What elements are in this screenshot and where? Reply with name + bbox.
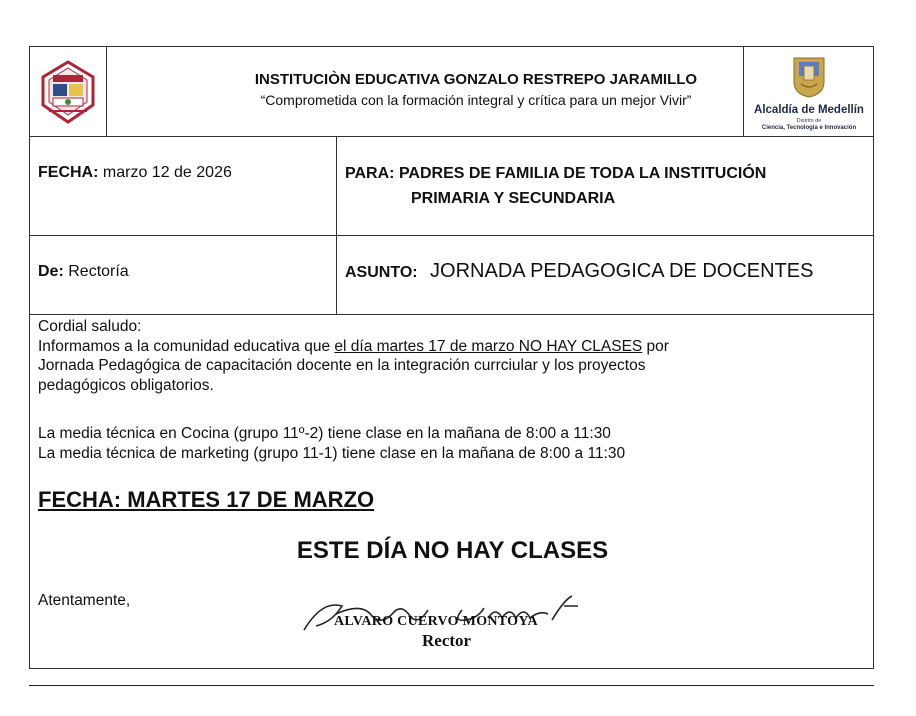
asunto-label: ASUNTO: xyxy=(345,264,418,281)
no-classes-notice: ESTE DÍA NO HAY CLASES xyxy=(296,537,609,564)
school-name: INSTITUCIÒN EDUCATIVA GONZALO RESTREPO JARAMILLO xyxy=(254,71,698,88)
signer-role: Rector xyxy=(422,631,472,650)
de-value: Rectoría xyxy=(68,263,129,280)
intro-line3: pedagógicos obligatorios. xyxy=(38,376,214,394)
intro-line2: Jornada Pedagógica de capacitación docente en la integración currciular y los proyectos xyxy=(38,357,646,374)
de-field xyxy=(38,263,129,281)
intro-pre: Informamos a la comunidad educativa que xyxy=(38,337,335,355)
marketing-line: La media técnica de marketing (grupo 11-1) tiene clase en la mañana de 8:00 a 11:30 xyxy=(38,444,626,462)
asunto-value: JORNADA PEDAGOGICA DE DOCENTES xyxy=(430,260,814,282)
footer-rule xyxy=(29,685,874,686)
divider-row1 xyxy=(30,235,873,236)
divider-row2 xyxy=(30,314,873,315)
memo-body xyxy=(38,317,868,395)
intro-post: por xyxy=(642,337,669,355)
divider-logo-left xyxy=(106,47,107,136)
memo-frame xyxy=(29,46,874,669)
alcaldia-logo xyxy=(746,52,872,134)
fecha-label: FECHA: xyxy=(38,164,99,181)
divider-fields xyxy=(336,136,337,314)
divider-header xyxy=(30,136,873,137)
signer-name: ALVARO CUERVO MONTOYA xyxy=(334,614,538,629)
para-field xyxy=(345,161,766,186)
closing: Atentamente, xyxy=(38,592,131,609)
media-tecnica-block xyxy=(38,424,868,463)
school-shield-logo-icon xyxy=(35,59,101,125)
alcaldia-emblem-icon xyxy=(791,54,827,98)
para-value-line2: PRIMARIA Y SECUNDARIA xyxy=(411,190,616,207)
greeting: Cordial saludo: xyxy=(38,318,142,335)
fecha-field xyxy=(38,164,232,182)
alcaldia-line2: Ciencia, Tecnología e Innovación xyxy=(761,125,857,131)
intro-line xyxy=(38,337,868,357)
para-value-line1: PADRES DE FAMILIA DE TODA LA INSTITUCIÓN xyxy=(398,165,767,182)
alcaldia-line1: Distrito de xyxy=(796,118,822,124)
alcaldia-name: Alcaldía de Medellín xyxy=(754,104,864,116)
para-label: PARA: xyxy=(345,165,395,182)
date-heading: FECHA: MARTES 17 DE MARZO xyxy=(38,487,375,512)
fecha-value: marzo 12 de 2026 xyxy=(102,164,232,181)
asunto-field xyxy=(345,260,813,283)
intro-underlined: el día martes 17 de marzo NO HAY CLASES xyxy=(334,337,643,355)
school-motto: “Comprometida con la formación integral y crítica para un mejor Vivir” xyxy=(260,92,692,108)
cocina-line: La media técnica en Cocina (grupo 11º-2) tiene clase en la mañana de 8:00 a 11:30 xyxy=(38,425,611,442)
de-label: De: xyxy=(38,263,64,280)
